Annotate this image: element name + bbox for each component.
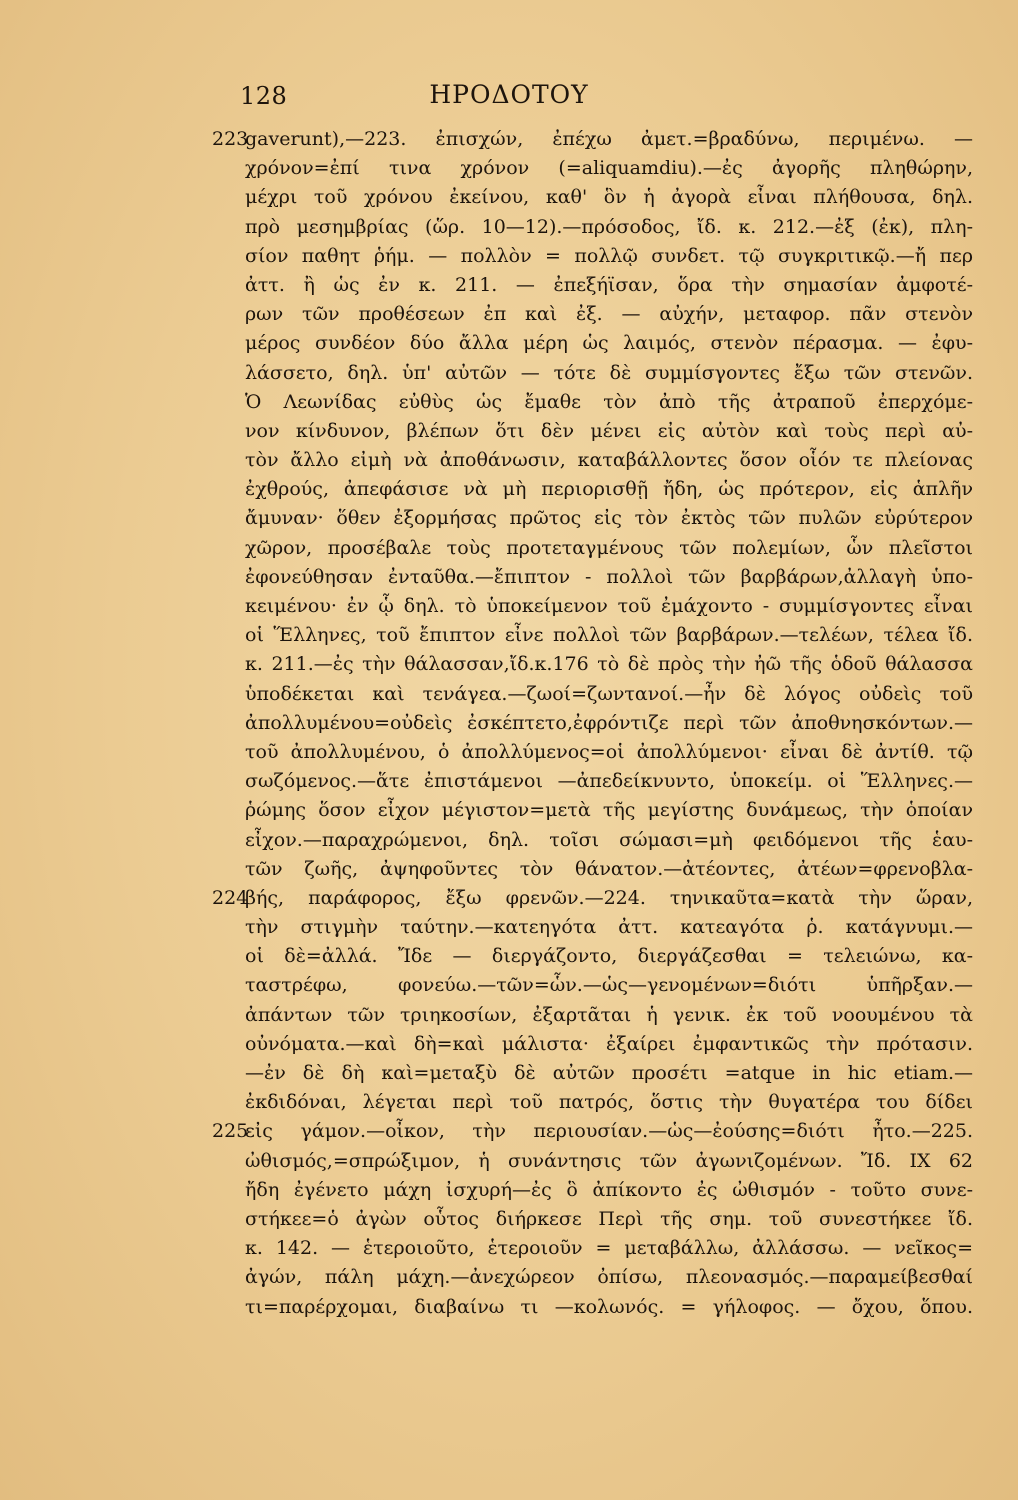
- text-line: [0, 154, 1018, 183]
- margin-chapter-number: 224: [212, 886, 249, 909]
- text-line: [0, 826, 1018, 855]
- line-text: ὠθισμός,=σπρώξιμον, ἡ συνάντησις τῶν ἀγωνιζομένων. Ἴδ. IX 62: [245, 1149, 973, 1172]
- line-text: Ὁ Λεωνίδας εὐθὺς ὡς ἔμαθε τὸν ἀπὸ τῆς ἀτραποῦ ἐπερχόμε-: [245, 390, 973, 413]
- line-text: ῥώμης ὅσον εἶχον μέγιστον=μετὰ τῆς μεγίστης δυνάμεως, τὴν ὁποίαν: [245, 799, 973, 822]
- text-line: [0, 913, 1018, 942]
- text-line: [0, 1001, 1018, 1030]
- line-text: στήκεε=ὁ ἀγὼν οὗτος διήρκεσε Περὶ τῆς σημ. τοῦ συνεστήκεε ἴδ.: [245, 1207, 973, 1230]
- text-line: [0, 213, 1018, 242]
- text-line: [0, 446, 1018, 475]
- line-text: κειμένου· ἐν ᾧ δηλ. τὸ ὑποκείμενον τοῦ ἐμάχοντο - συμμίσγοντες εἶναι: [245, 595, 973, 617]
- line-text: λάσσετο, δηλ. ὑπ' αὐτῶν — τότε δὲ συμμίσγοντες ἔξω τῶν στενῶν.: [245, 361, 973, 384]
- text-line: [0, 300, 1018, 329]
- text-line: [0, 563, 1018, 592]
- line-text: βής, παράφορος, ἔξω φρενῶν.—224. τηνικαῦτα=κατὰ τὴν ὥραν,: [245, 886, 973, 909]
- line-text: ἀττ. ἢ ὡς ἐν κ. 211. — ἐπεξήϊσαν, ὅρα τὴν σημασίαν ἀμφοτέ-: [245, 273, 973, 296]
- text-line: [0, 709, 1018, 738]
- text-line: [0, 504, 1018, 533]
- text-line: [0, 884, 1018, 913]
- text-line: [0, 1176, 1018, 1205]
- text-line: [0, 621, 1018, 650]
- text-line: [0, 417, 1018, 446]
- line-text: ἄμυναν· ὅθεν ἐξορμήσας πρῶτος εἰς τὸν ἐκτὸς τῶν πυλῶν εὐρύτερον: [245, 507, 973, 530]
- line-text: τῶν ζωῆς, ἀψηφοῦντες τὸν θάνατον.—ἀτέοντες, ἀτέων=φρενοβλα-: [245, 857, 973, 880]
- line-text: οἱ Ἕλληνες, τοῦ ἔπιπτον εἶνε πολλοὶ τῶν βαρβάρων.—τελέων, τέλεα ἴδ.: [245, 624, 973, 647]
- text-line: [0, 1263, 1018, 1292]
- text-line: [0, 1205, 1018, 1234]
- line-text: ρων τῶν προθέσεων ἐπ καὶ ἐξ. — αὐχήν, μεταφορ. πᾶν στενὸν: [245, 303, 973, 326]
- margin-chapter-number: 223: [212, 128, 249, 150]
- line-text: τοῦ ἀπολλυμένου, ὁ ἀπολλύμενος=οἱ ἀπολλύμενοι· εἶναι δὲ ἀντίθ. τῷ: [245, 740, 973, 763]
- running-head: [0, 78, 1018, 118]
- line-text: ἀπάντων τῶν τριηκοσίων, ἐξαρτᾶται ἡ γενικ. ἐκ τοῦ νοουμένου τὰ: [245, 1003, 973, 1026]
- text-line: [0, 1059, 1018, 1088]
- text-line: [0, 1293, 1018, 1322]
- text-line: [0, 1030, 1018, 1059]
- line-text: τι=παρέρχομαι, διαβαίνω τι —κολωνός. = γήλοφος. — ὄχου, ὅπου.: [245, 1295, 973, 1318]
- text-line: [0, 1234, 1018, 1263]
- line-text: ἐφονεύθησαν ἐνταῦθα.—ἔπιπτον - πολλοὶ τῶν βαρβάρων,ἀλλαγὴ ὑπο-: [245, 565, 973, 588]
- text-line: [0, 475, 1018, 504]
- text-line: [0, 1117, 1018, 1146]
- text-line: [0, 271, 1018, 300]
- text-line: [0, 329, 1018, 358]
- text-line: [0, 534, 1018, 563]
- text-line: [0, 592, 1018, 621]
- line-text: πρὸ μεσημβρίας (ὥρ. 10—12).—πρόσοδος, ἴδ. κ. 212.—ἐξ (ἐκ), πλη-: [245, 215, 973, 238]
- line-text: κ. 211.—ἐς τὴν θάλασσαν,ἴδ.κ.176 τὸ δὲ πρὸς τὴν ἠῶ τῆς ὁδοῦ θάλασσα: [245, 653, 973, 676]
- line-text: ἐχθρούς, ἀπεφάσισε νὰ μὴ περιορισθῇ ἤδη, ὡς πρότερον, εἰς ἁπλῆν: [245, 478, 973, 501]
- page-number: 128: [240, 82, 288, 110]
- line-text: σίον παθητ ῥήμ. — πολλὸν = πολλῷ συνδετ. τῷ συγκριτικῷ.—ἤ περ: [245, 244, 973, 267]
- text-line: [0, 388, 1018, 417]
- text-line: [0, 738, 1018, 767]
- line-text: ἀπολλυμένου=οὐδεὶς ἐσκέπτετο,ἐφρόντιζε περὶ τῶν ἀποθνησκόντων.—: [245, 711, 973, 734]
- line-text: κ. 142. — ἑτεροιοῦτο, ἑτεροιοῦν = μεταβάλλω, ἀλλάσσω. — νεῖκος=: [245, 1237, 973, 1260]
- line-text: εἰς γάμον.—οἶκον, τὴν περιουσίαν.—ὡς—ἐούσης=διότι ἦτο.—225.: [245, 1120, 973, 1143]
- running-title: ΗΡΟΔΟΤΟΥ: [429, 80, 589, 109]
- line-text: σωζόμενος.—ἅτε ἐπιστάμενοι —ἀπεδείκνυντο, ὑποκείμ. οἱ Ἕλληνες.—: [245, 770, 973, 793]
- line-text: ταστρέφω, φονεύω.—τῶν=ὧν.—ὡς—γενομένων=διότι ὑπῆρξαν.—: [245, 974, 973, 997]
- line-text: gaverunt),—223. ἐπισχών, ἐπέχω ἀμετ.=βραδύνω, περιμένω. —: [245, 128, 973, 150]
- text-line: [0, 680, 1018, 709]
- text-line: [0, 796, 1018, 825]
- line-text: μέρος συνδέον δύο ἄλλα μέρη ὡς λαιμός, στενὸν πέρασμα. — ἐφυ-: [245, 332, 973, 355]
- text-line: [0, 1088, 1018, 1117]
- text-line: [0, 183, 1018, 212]
- text-line: [0, 359, 1018, 388]
- line-text: τὴν στιγμὴν ταύτην.—κατεηγότα ἀττ. κατεαγότα ῥ. κατάγνυμι.—: [245, 916, 973, 939]
- text-line: [0, 1147, 1018, 1176]
- line-text: ἤδη ἐγένετο μάχη ἰσχυρή—ἐς ὃ ἀπίκοντο ἐς ὠθισμόν - τοῦτο συνε-: [245, 1178, 973, 1201]
- text-line: [0, 767, 1018, 796]
- text-line: [0, 242, 1018, 271]
- text-line: [0, 855, 1018, 884]
- line-text: εἶχον.—παραχρώμενοι, δηλ. τοῖσι σώμασι=μὴ φειδόμενοι τῆς ἑαυ-: [245, 828, 973, 851]
- commentary-text: [0, 125, 1018, 1322]
- text-line: [0, 125, 1018, 154]
- line-text: τὸν ἄλλο εἰμὴ νὰ ἀποθάνωσιν, καταβάλλοντες ὅσον οἷόν τε πλείονας: [245, 449, 973, 472]
- line-text: χῶρον, προσέβαλε τοὺς προτεταγμένους τῶν πολεμίων, ὧν πλεῖστοι: [245, 536, 973, 559]
- line-text: νον κίνδυνον, βλέπων ὅτι δὲν μένει εἰς αὐτὸν καὶ τοὺς περὶ αὐ-: [245, 419, 973, 442]
- line-text: —ἐν δὲ δὴ καὶ=μεταξὺ δὲ αὐτῶν προσέτι =atque in hic etiam.—: [245, 1062, 973, 1084]
- line-text: ἀγών, πάλη μάχη.—ἀνεχώρεον ὀπίσω, πλεονασμός.—παραμείβεσθαί: [245, 1266, 973, 1289]
- line-text: οἱ δὲ=ἀλλά. Ἴδε — διεργάζοντο, διεργάζεσθαι = τελειώνω, κα-: [245, 945, 973, 968]
- text-line: [0, 942, 1018, 971]
- text-line: [0, 971, 1018, 1000]
- line-text: ἐκδιδόναι, λέγεται περὶ τοῦ πατρός, ὅστις τὴν θυγατέρα του δίδει: [245, 1091, 973, 1114]
- text-line: [0, 650, 1018, 679]
- line-text: μέχρι τοῦ χρόνου ἐκείνου, καθ' ὃν ἡ ἀγορὰ εἶναι πλήθουσα, δηλ.: [245, 186, 973, 209]
- line-text: χρόνον=ἐπί τινα χρόνον (=aliquamdiu).—ἐς ἀγορῆς πληθώρην,: [245, 157, 973, 180]
- line-text: ὑποδέκεται καὶ τενάγεα.—ζωοί=ζωντανοί.—ἦν δὲ λόγος οὐδεὶς τοῦ: [245, 682, 973, 705]
- margin-chapter-number: 225: [212, 1120, 249, 1143]
- line-text: οὐνόματα.—καὶ δὴ=καὶ μάλιστα· ἐξαίρει ἐμφαντικῶς τὴν πρότασιν.: [245, 1032, 973, 1055]
